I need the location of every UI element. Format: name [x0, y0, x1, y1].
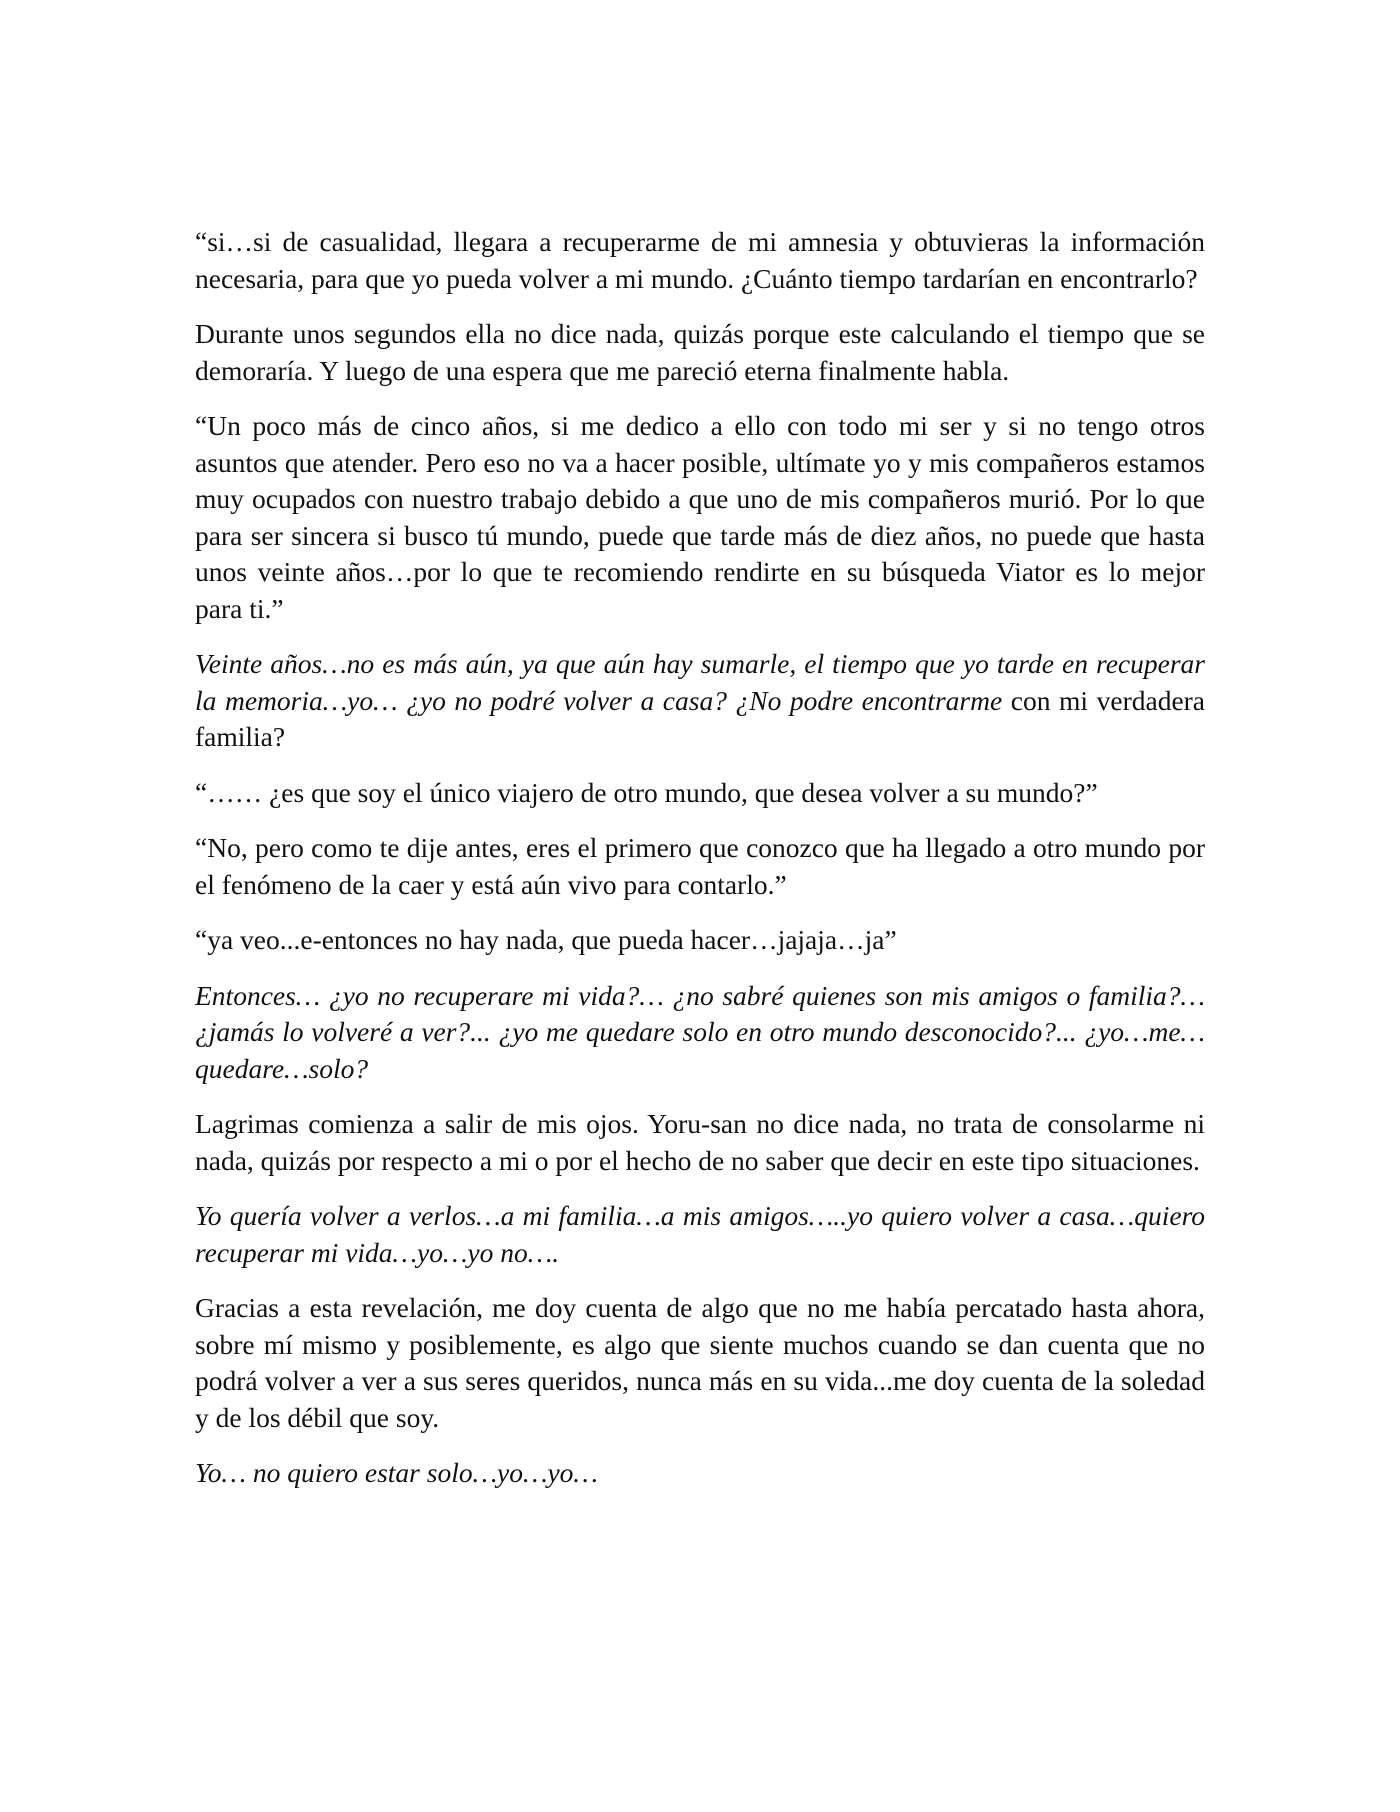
inner-thought-plain-tail: con mi verdadera familia?	[195, 684, 1206, 752]
paragraph-dialogue-first-one: “No, pero como te dije antes, eres el primero que conozco que ha llegado a otro mundo por el fenómeno de la caer y está aún vivo para contarlo.”	[195, 832, 1205, 900]
paragraph-inner-thought-alone: Yo… no quiero estar solo…yo…yo…	[195, 1457, 598, 1488]
paragraph-inner-thought-family	[195, 646, 1205, 756]
paragraph-inner-thought-questions: Entonces… ¿yo no recuperare mi vida?… ¿no sabré quienes son mis amigos o familia?… ¿jamás lo volveré a ver?... ¿yo me quedare solo en otro mundo desconocido?... ¿yo…me…quedare…solo?	[195, 979, 1205, 1084]
document-body	[195, 224, 1205, 1511]
paragraph-narration-revelation: Gracias a esta revelación, me doy cuenta de algo que no me había percatado hasta ahora, sobre mí mismo y posiblemente, es algo que siente muchos cuando se dan cuenta que no podrá volver a ver a sus seres queridos, nunca más en su vida...me doy cuenta de la soledad y de los débil que soy.	[195, 1292, 1205, 1433]
paragraph-dialogue-only-traveler: “…… ¿es que soy el único viajero de otro mundo, que desea volver a su mundo?”	[195, 776, 1098, 808]
inner-thought-text: Veinte años…no es más aún, ya que aún hay sumarle, el tiempo que yo tarde en recuperar la memoria…yo… ¿yo no podré volver a casa? ¿No podre encontrarme	[195, 648, 1205, 716]
paragraph-dialogue-question: “si…si de casualidad, llegara a recuperarme de mi amnesia y obtuvieras la información necesaria, para que yo pueda volver a mi mundo. ¿Cuánto tiempo tardarían en encontrarlo?	[195, 226, 1205, 294]
paragraph-narration-tears: Lagrimas comienza a salir de mis ojos. Yoru-san no dice nada, no trata de consolarme ni nada, quizás por respecto a mi o por el hecho de no saber que decir en este tipo situaciones.	[195, 1108, 1205, 1176]
paragraph-inner-thought-go-home: Yo quería volver a verlos…a mi familia…a mis amigos…..yo quiero volver a casa…quiero recuperar mi vida…yo…yo no….	[195, 1200, 1205, 1268]
paragraph-narration-pause: Durante unos segundos ella no dice nada, quizás porque este calculando el tiempo que se demoraría. Y luego de una espera que me pareció eterna finalmente habla.	[195, 318, 1205, 386]
paragraph-dialogue-ya-veo: “ya veo...e-entonces no hay nada, que pueda hacer…jajaja…ja”	[195, 924, 897, 955]
paragraph-dialogue-answer: “Un poco más de cinco años, si me dedico a ello con todo mi ser y si no tengo otros asuntos que atender. Pero eso no va a hacer posible, ultímate yo y mis compañeros estamos muy ocupados con nuestro trabajo debido a que uno de mis compañeros murió. Por lo que para ser sincera si busco tú mundo, puede que tarde más de diez años, no puede que hasta unos veinte años…por lo que te recomiendo rendirte en su búsqueda Viator es lo mejor para ti.”	[195, 410, 1205, 624]
